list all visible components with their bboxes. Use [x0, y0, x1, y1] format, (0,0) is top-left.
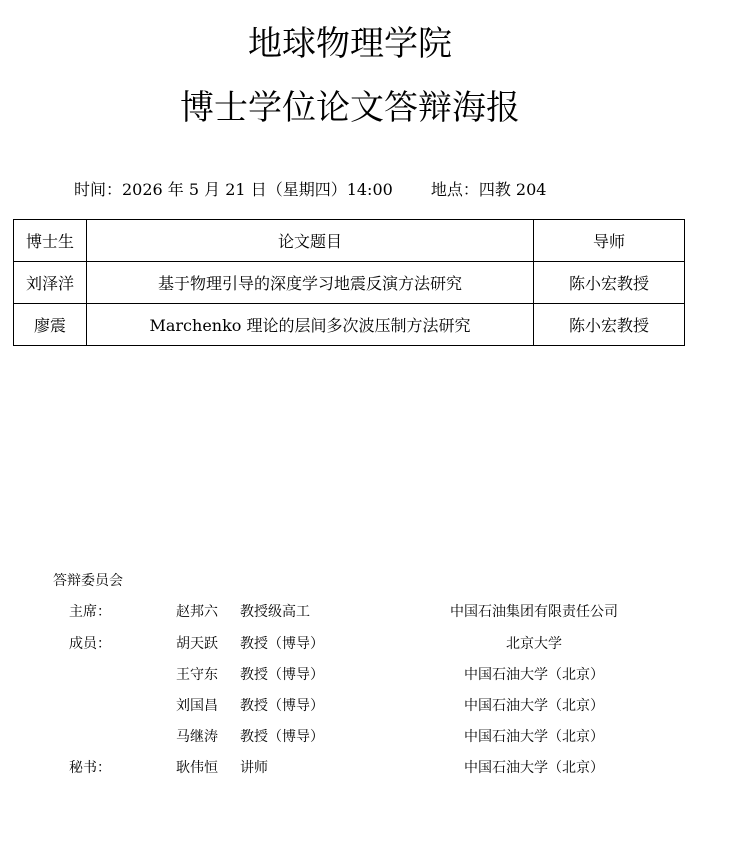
- thesis-topic: Marchenko 理论的层间多次波压制方法研究: [87, 304, 534, 346]
- member-role: 成员：: [69, 636, 111, 652]
- member-org: 中国石油集团有限责任公司: [450, 604, 618, 620]
- member-name: 王守东: [176, 667, 218, 683]
- advisor-name: 陈小宏教授: [534, 262, 685, 304]
- member-name: 胡天跃: [176, 636, 218, 652]
- school-title: 地球物理学院: [248, 24, 452, 64]
- defense-info: [74, 179, 546, 201]
- table-row: [14, 304, 685, 346]
- member-title: 教授（博导）: [240, 636, 324, 652]
- committee-member: [0, 695, 736, 717]
- defense-place: 地点：四教 204: [430, 180, 547, 199]
- member-org: 中国石油大学（北京）: [464, 667, 604, 683]
- committee-member: [0, 633, 736, 655]
- member-title: 教授级高工: [240, 604, 310, 620]
- member-name: 赵邦六: [176, 604, 218, 620]
- member-title: 教授（博导）: [240, 667, 324, 683]
- member-name: 耿伟恒: [176, 760, 218, 776]
- header-topic: 论文题目: [87, 220, 534, 262]
- member-org: 中国石油大学（北京）: [464, 698, 604, 714]
- table-row: [14, 262, 685, 304]
- member-role: 秘书：: [69, 760, 111, 776]
- committee-member: [0, 757, 736, 779]
- student-name: 刘泽洋: [14, 262, 87, 304]
- advisor-name: 陈小宏教授: [534, 304, 685, 346]
- member-title: 教授（博导）: [240, 698, 324, 714]
- header-student: 博士生: [14, 220, 87, 262]
- poster-title: 博士学位论文答辩海报: [180, 88, 520, 128]
- student-name: 廖震: [14, 304, 87, 346]
- committee-member: [0, 601, 736, 623]
- member-org: 中国石油大学（北京）: [464, 729, 604, 745]
- committee-member: [0, 664, 736, 686]
- committee-heading: 答辩委员会: [53, 573, 123, 589]
- table-header-row: [14, 220, 685, 262]
- member-title: 讲师: [240, 760, 268, 776]
- member-org: 北京大学: [506, 636, 562, 652]
- committee-member: [0, 726, 736, 748]
- thesis-topic: 基于物理引导的深度学习地震反演方法研究: [87, 262, 534, 304]
- member-name: 马继涛: [176, 729, 218, 745]
- defense-table: [13, 219, 685, 346]
- member-name: 刘国昌: [176, 698, 218, 714]
- member-role: 主席：: [69, 604, 111, 620]
- member-org: 中国石油大学（北京）: [464, 760, 604, 776]
- header-advisor: 导师: [534, 220, 685, 262]
- member-title: 教授（博导）: [240, 729, 324, 745]
- defense-time: 时间：2026 年 5 月 21 日（星期四）14:00: [74, 180, 393, 199]
